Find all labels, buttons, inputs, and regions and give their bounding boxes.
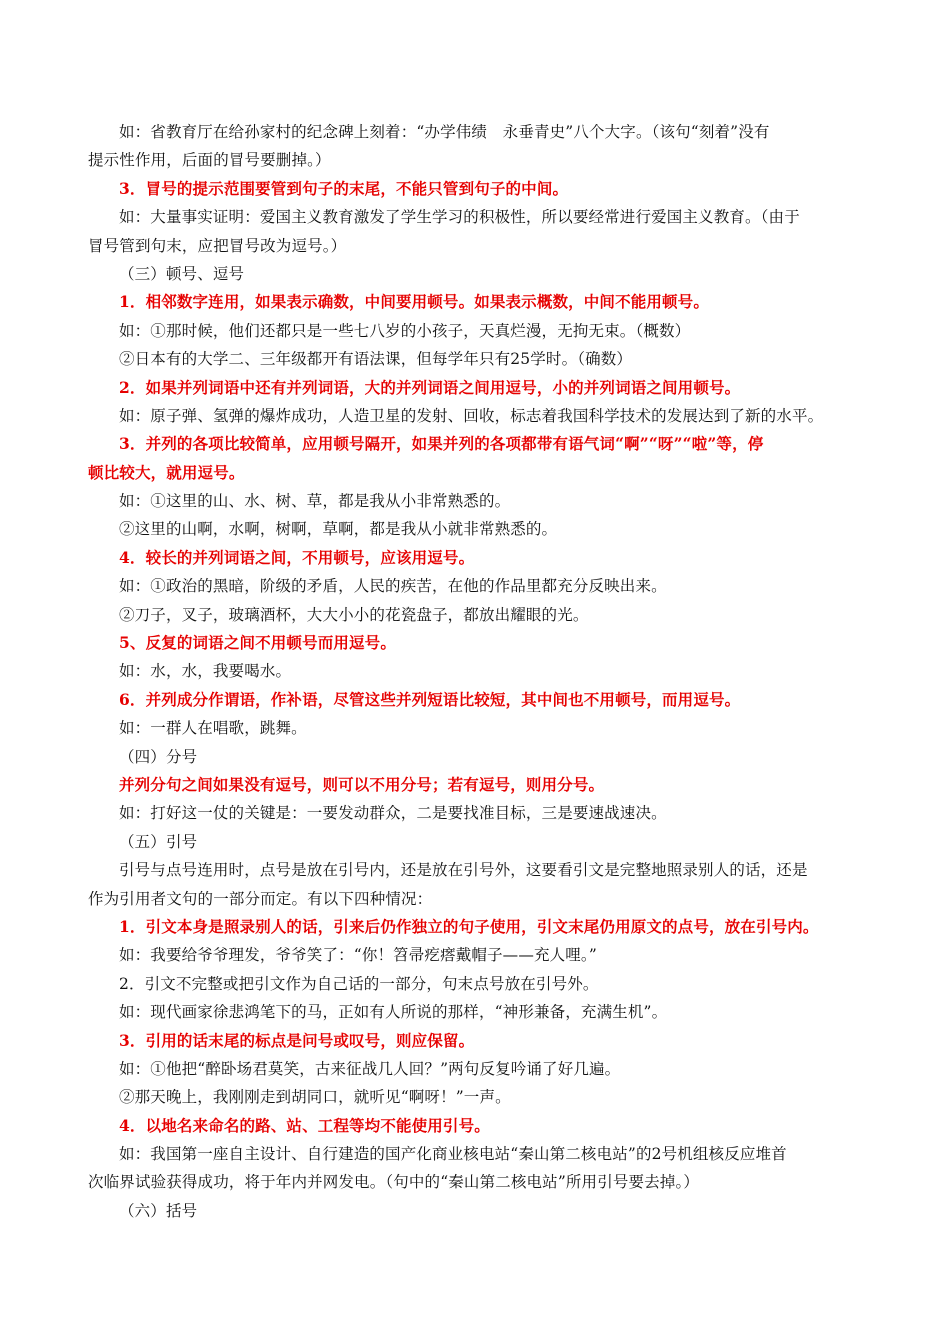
emphasis-rule-line: 6．并列成分作谓语，作补语，尽管这些并列短语比较短，其中间也不用顿号，而用逗号。 — [119, 689, 741, 709]
text-line: 如：省教育厅在给孙家村的纪念碑上刻着：“办学伟绩 永垂青史”八个大字。（该句“刻着”没有 — [119, 123, 770, 141]
emphasis-rule-line: 3．并列的各项比较简单，应用顿号隔开，如果并列的各项都带有语气词“啊”“呀”“啦”等，停 — [119, 434, 764, 454]
text-line: 如：原子弹、氢弹的爆炸成功，人造卫星的发射、回收，标志着我国科学技术的发展达到了新的水平。 — [119, 406, 824, 425]
text-line: 如：①他把“醉卧场君莫笑，古来征战几人回？”两句反复吟诵了好几遍。 — [119, 1059, 621, 1078]
text-line: （四）分号 — [119, 747, 198, 766]
text-line: ②刀子，叉子，玻璃酒杯，大大小小的花瓷盘子，都放出耀眼的光。 — [119, 605, 589, 624]
text-line: 引号与点号连用时，点号是放在引号内，还是放在引号外，这要看引文是完整地照录别人的话，还是 — [119, 861, 808, 880]
emphasis-rule-line: 5、反复的词语之间不用顿号而用逗号。 — [119, 633, 396, 653]
text-line: 如：大量事实证明：爱国主义教育激发了学生学习的积极性，所以要经常进行爱国主义教育。（由于 — [119, 208, 800, 227]
text-line: （三）顿号、逗号 — [119, 264, 245, 283]
text-line: 如：一群人在唱歌，跳舞。 — [119, 719, 307, 738]
text-line: 提示性作用，后面的冒号要删掉。） — [88, 151, 331, 170]
text-line: ②那天晚上，我刚刚走到胡同口，就听见“啊呀！”一声。 — [119, 1088, 511, 1107]
text-line: 冒号管到句末，应把冒号改为逗号。） — [88, 236, 347, 255]
text-line: 如：①政治的黑暗，阶级的矛盾，人民的疾苦，在他的作品里都充分反映出来。 — [119, 577, 667, 596]
text-line: 次临界试验获得成功，将于年内并网发电。（句中的“秦山第二核电站”所用引号要去掉。） — [88, 1173, 700, 1192]
emphasis-rule-line: 4．较长的并列词语之间，不用顿号，应该用逗号。 — [119, 547, 475, 567]
emphasis-rule-line: 4．以地名来命名的路、站、工程等均不能使用引号。 — [119, 1115, 490, 1135]
text-line: 如：①这里的山、水、树、草，都是我从小非常熟悉的。 — [119, 492, 511, 511]
text-line: ②日本有的大学二、三年级都开有语法课，但每学年只有25学时。（确数） — [119, 350, 633, 369]
text-line: 如：打好这一仗的关键是：一要发动群众，二是要找准目标，三是要速战速决。 — [119, 804, 667, 823]
document-body — [88, 118, 862, 1225]
text-line: 如：我要给爷爷理发，爷爷笑了：“你！笤帚疙瘩戴帽子——充人哩。” — [119, 946, 597, 965]
emphasis-rule-line: 顿比较大，就用逗号。 — [88, 462, 245, 482]
emphasis-rule-line: 3．冒号的提示范围要管到句子的末尾，不能只管到句子的中间。 — [119, 178, 569, 198]
text-line: ②这里的山啊，水啊，树啊，草啊，都是我从小就非常熟悉的。 — [119, 520, 558, 539]
text-line: 如：我国第一座自主设计、自行建造的国产化商业核电站“秦山第二核电站”的2号机组核反应堆首 — [119, 1145, 787, 1164]
text-line: （六）括号 — [119, 1201, 198, 1220]
text-line: 2．引文不完整或把引文作为自己话的一部分，句末点号放在引号外。 — [119, 974, 599, 993]
emphasis-rule-line: 1．引文本身是照录别人的话，引来后仍作独立的句子使用，引文末尾仍用原文的点号，放在引号内。 — [119, 916, 819, 936]
text-line: 如：①那时候，他们还都只是一些七八岁的小孩子，天真烂漫，无拘无束。（概数） — [119, 321, 691, 340]
text-line: 作为引用者文句的一部分而定。有以下四种情况： — [88, 889, 433, 908]
text-line: 如：现代画家徐悲鸿笔下的马，正如有人所说的那样，“神形兼备，充满生机”。 — [119, 1003, 668, 1022]
emphasis-rule-line: 1．相邻数字连用，如果表示确数，中间要用顿号。如果表示概数，中间不能用顿号。 — [119, 292, 709, 312]
emphasis-rule-line: 3．引用的话末尾的标点是问号或叹号，则应保留。 — [119, 1030, 475, 1050]
emphasis-rule-line: 并列分句之间如果没有逗号，则可以不用分号；若有逗号，则用分号。 — [119, 774, 605, 794]
text-line: 如：水，水，我要喝水。 — [119, 662, 292, 681]
emphasis-rule-line: 2．如果并列词语中还有并列词语，大的并列词语之间用逗号，小的并列词语之间用顿号。 — [119, 377, 741, 397]
text-line: （五）引号 — [119, 832, 198, 851]
